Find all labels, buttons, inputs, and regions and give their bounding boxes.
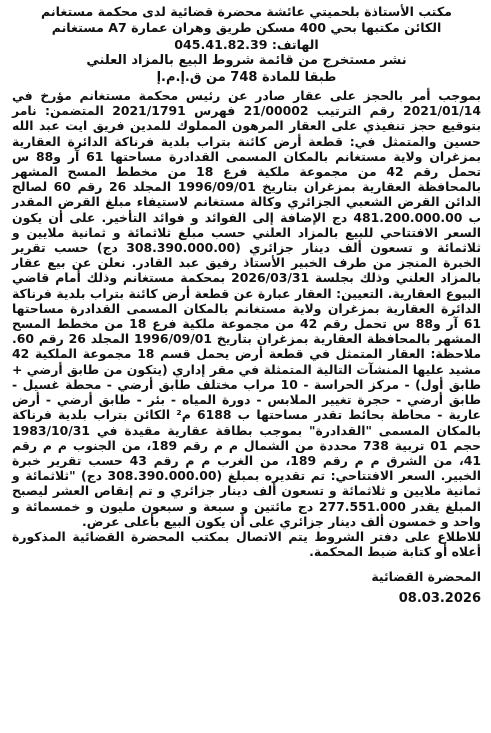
- notice-body: [12, 88, 481, 559]
- notice-title: نشر مستخرج من قائمة شروط البيع بالمزاد العلني: [86, 53, 407, 69]
- office-name: مكتب الأستاذة بلحميتي عائشة محضرة قضائية لدى محكمة مستغانم: [41, 4, 452, 19]
- office-address: الكائن مكتبها بحي 400 مسكن طريق وهران عمارة A7 مستغانم: [51, 20, 442, 36]
- notice-paragraph-contact: للاطلاع على دفتر الشروط يتم الاتصال بمكتب المحضرة القضائية المذكورة أعلاه أو كتابة ضبط المحكمة.: [12, 528, 481, 560]
- notice-paragraph-main: بموجب أمر بالحجز على عقار صادر عن رئيس محكمة مستغانم مؤرخ في 2021/01/14 رقم الترتيب 21/00002 فهرس 2021/1791 المتضمن: نامر بتوقيع حجز تنفيذي على العقار المرهون المملوك للمدين فريق ايت عبد الله حسين والمتمثل في: قطعة أرض كائنة بتراب بلدية فرناكة الدائرة العقارية بمزغران ولاية مستغانم بالمكان المسمى القدادرة مساحتها 61 آر و88 س تحمل رقم 42 من مجموعة ملكية فرع 18 من مخطط المسح المشهر بالمحافظة العقارية بمزغران بتاريخ 1996/09/01 المجلد 26 رقم 60 لصالح الدائن القرض الشعبي الجزائري وكالة مستغانم لاستيفاء مبلغ القرض المقدر ب 481.200.000.00 دج الإضافة إلى الفوائد و فوائد التأخير. على أن يكون السعر الافتتاحي للبيع بالمزاد العلني حسب مبلغ ثلاثمائة و ثمانية ملايين و ثلاثمائة و تسعون ألف دينار جزائري (308.390.000.00 دج) حسب تقرير الخبرة المنجز من طرف الخبير الأستاذ رفيق عبد القادر. نعلن عن بيع عقار بالمزاد العلني وذلك بجلسة 2026/03/31 بمحكمة مستغانم وذلك أمام قاضي البيوع العقارية. التعيين: العقار عبارة عن قطعة أرض كائنة بتراب بلدية فرناكة الدائرة العقارية بمزغران ولاية مستغانم بالمكان المسمى القدادرة مساحتها 61 آر و88 س تحمل رقم 42 من مجموعة ملكية فرع 18 من مخطط المسح المشهر بالمحافظة العقارية بمزغران بتاريخ 1996/09/01 المجلد 26 رقم 60. ملاحظة: العقار المتمثل في قطعة أرض يحمل قسم 18 مجموعة الملكية 42 مشيد عليها المنشآت التالية المتمثلة في مقر إداري (يتكون من طابق أرضي + طابق أول) - مركز الحراسة - 10 مراب مختلف طابق أرضي - محطة غسيل - طابق أرضي - حجرة تغيير الملابس - دورة المياه - بئر - طابق أرضي - أرض عارية - محاطة بحائط تقدر مساحتها ب 6188 م² الكائن بتراب بلدية فرناكة بالمكان المسمى "القدادرة" بموجب بطاقة عقارية مقيدة في 1983/10/31 حجم 01 تربية 738 محددة من الشمال م م رقم 189، من الجنوب م م رقم 41، من الشرق م م رقم 189، من الغرب م م رقم 43 حسب تقرير خبرة الخبير. السعر الافتتاحي: تم تقديره بمبلغ (308.390.000.00 دج) "ثلاثمائة و ثمانية ملايين و ثلاثمائة و تسعون ألف دينار جزائري و تم إنقاص العشر ليصبح المبلغ يقدر 277.551.000 دج مائتين و سبعة و سبعون مليون و خمسمائة و واحد و خمسون ألف دينار جزائري على أن يكون البيع بأعلى عرض.: [12, 88, 482, 529]
- signature-label: المحضرة القضائية: [371, 569, 481, 585]
- office-phone: الهاتف: 045.41.82.39: [174, 36, 319, 52]
- notice-date: 08.03.2026: [398, 591, 481, 607]
- notice-legal-reference: طبقا للمادة 748 من ق.إ.م.إ: [156, 69, 337, 85]
- signature-block: [12, 567, 481, 609]
